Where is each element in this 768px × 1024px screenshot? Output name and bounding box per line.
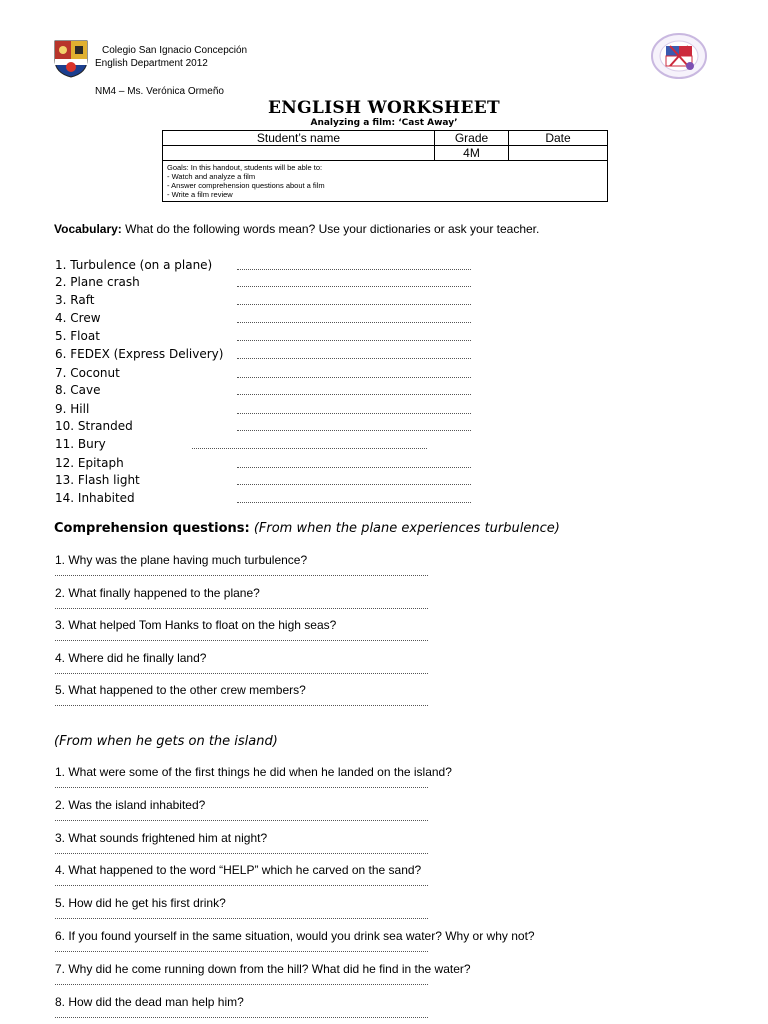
date-field[interactable] [509, 146, 608, 161]
answer-line[interactable] [55, 673, 428, 674]
worksheet-title: ENGLISH WORKSHEET [268, 98, 500, 118]
answer-line[interactable] [237, 340, 471, 341]
answer-line[interactable] [55, 787, 428, 788]
worksheet-subtitle: Analyzing a film: ‘Cast Away’ [310, 118, 458, 128]
vocabulary-item: 11. Bury [55, 437, 106, 451]
answer-line[interactable] [55, 705, 428, 706]
answer-line[interactable] [237, 467, 471, 468]
question-text: 5. What happened to the other crew members? [55, 683, 306, 697]
goals-box [163, 161, 608, 202]
answer-line[interactable] [192, 448, 427, 449]
goal-item: - Write a film review [167, 190, 233, 199]
comprehension-note: (From when the plane experiences turbulence) [249, 521, 560, 536]
grade-value: 4M [435, 146, 509, 161]
answer-line[interactable] [55, 853, 428, 854]
vocabulary-item: 7. Coconut [55, 366, 120, 380]
answer-line[interactable] [237, 269, 471, 270]
island-label: (From when he gets on the island) [54, 734, 278, 749]
answer-line[interactable] [55, 575, 428, 576]
goal-item: - Watch and analyze a film [167, 172, 256, 181]
student-name-field[interactable] [163, 146, 435, 161]
answer-line[interactable] [237, 413, 471, 414]
vocabulary-item: 10. Stranded [55, 419, 133, 433]
answer-line[interactable] [55, 608, 428, 609]
question-text: 3. What sounds frightened him at night? [55, 830, 268, 845]
vocabulary-item: 9. Hill [55, 402, 90, 416]
student-name-header: Student’s name [163, 131, 435, 146]
answer-line[interactable] [55, 984, 428, 985]
answer-line[interactable] [237, 430, 471, 431]
school-name: Colegio San Ignacio Concepción [102, 45, 248, 56]
vocabulary-item: 14. Inhabited [55, 491, 135, 505]
vocabulary-instruction [54, 222, 539, 236]
question-text: 5. How did he get his first drink? [55, 896, 226, 911]
vocabulary-item: 6. FEDEX (Express Delivery) [55, 347, 224, 361]
department-seal-icon [650, 32, 708, 80]
vocabulary-item: 5. Float [55, 329, 100, 343]
answer-line[interactable] [237, 358, 471, 359]
answer-line[interactable] [55, 918, 428, 919]
vocabulary-item: 13. Flash light [55, 473, 140, 487]
date-header: Date [509, 131, 608, 146]
vocabulary-item: 1. Turbulence (on a plane) [55, 258, 213, 272]
student-info-table [162, 130, 608, 202]
goal-item: - Answer comprehension questions about a film [167, 181, 325, 190]
teacher-line: NM4 – Ms. Verónica Ormeño [95, 86, 224, 97]
question-text: 7. Why did he come running down from the hill? What did he find in the water? [55, 961, 471, 976]
grade-header: Grade [435, 131, 509, 146]
goals-title: Goals: In this handout, students will be able to: [167, 163, 323, 172]
answer-line[interactable] [55, 1017, 428, 1018]
vocabulary-instruction-text: What do the following words mean? Use your dictionaries or ask your teacher. [121, 222, 540, 236]
comprehension-heading [54, 521, 560, 536]
comprehension-label: Comprehension questions: [54, 521, 250, 536]
question-text: 2. Was the island inhabited? [55, 797, 206, 812]
answer-line[interactable] [237, 322, 471, 323]
vocabulary-item: 8. Cave [55, 383, 101, 397]
question-text: 3. What helped Tom Hanks to float on the high seas? [55, 618, 337, 632]
vocabulary-item: 4. Crew [55, 311, 101, 325]
department-name: English Department 2012 [95, 58, 208, 69]
question-text: 1. Why was the plane having much turbulence? [55, 553, 308, 567]
answer-line[interactable] [237, 377, 471, 378]
question-text: 4. What happened to the word “HELP” which he carved on the sand? [55, 863, 422, 878]
question-text: 8. How did the dead man help him? [55, 994, 244, 1009]
vocabulary-label: Vocabulary: [54, 222, 122, 236]
vocabulary-item: 3. Raft [55, 293, 95, 307]
answer-line[interactable] [237, 394, 471, 395]
question-text: 1. What were some of the first things he did when he landed on the island? [55, 765, 452, 779]
answer-line[interactable] [237, 502, 471, 503]
answer-line[interactable] [55, 820, 428, 821]
question-text: 2. What finally happened to the plane? [55, 585, 260, 600]
answer-line[interactable] [55, 885, 428, 886]
question-text: 4. Where did he finally land? [55, 650, 207, 665]
answer-line[interactable] [55, 640, 428, 641]
vocabulary-item: 2. Plane crash [55, 275, 140, 289]
vocabulary-item: 12. Epitaph [55, 456, 124, 470]
answer-line[interactable] [237, 484, 471, 485]
answer-line[interactable] [237, 286, 471, 287]
answer-line[interactable] [55, 951, 428, 952]
answer-line[interactable] [237, 304, 471, 305]
question-text: 6. If you found yourself in the same situation, would you drink sea water? Why or why not? [55, 929, 535, 943]
school-crest-icon [54, 40, 88, 78]
island-heading [54, 734, 278, 749]
